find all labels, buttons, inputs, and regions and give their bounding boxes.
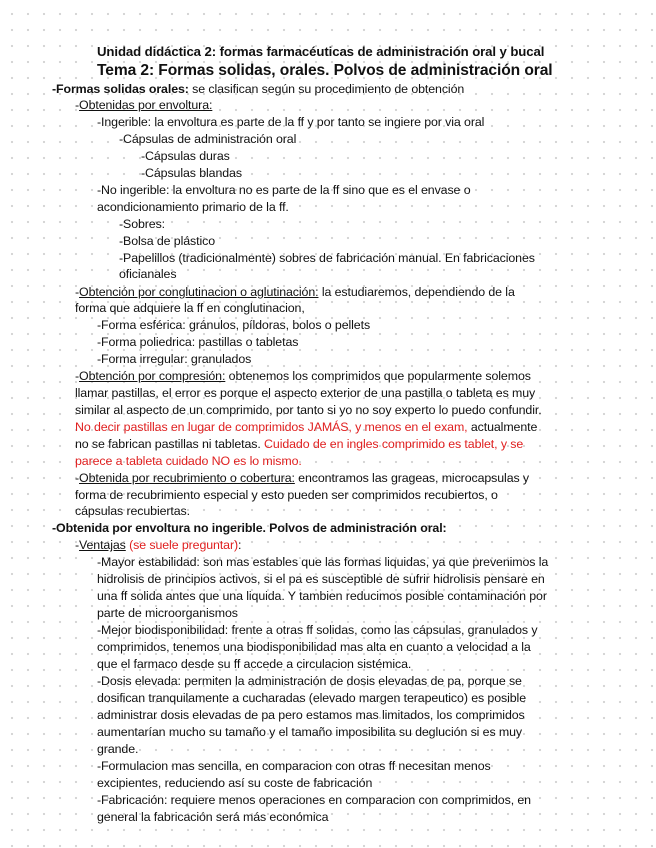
warning-text: Cuidado de en ingles comprimido es tablet, y se [260,437,524,451]
section-formas-solidas [52,81,464,98]
text-line: que el farmaco desde su ff accede a circulacion sistémica. [97,657,412,671]
dash: - [75,285,80,299]
text-line: -Cápsulas blandas [141,166,242,180]
text-line: -Cápsulas de administración oral [119,132,297,146]
text-span: no se fabrican pastillas ni tabletas. [75,437,261,451]
text-line: -Mejor biodisponibilidad: frente a otras ff solidas, como las cápsulas, granulados y [97,623,538,637]
text-line: -No ingerible: la envoltura no es parte de la ff sino que es el envase o [97,183,471,197]
subheading-ventajas [75,537,241,554]
text-line: -Mayor estabilidad: son mas estables que las formas liquidas, ya que prevenimos la [97,555,549,569]
text-line: forma que adquiere la ff en conglutinacion, [75,301,305,315]
text-span: encontramos las grageas, microcapsulas y [294,471,530,485]
topic-title: Tema 2: Formas solidas, orales. Polvos de administración oral [97,62,553,79]
text-line: acondicionamiento primario de la ff. [97,200,289,214]
text-line: aumentarían mucho su tamaño y el tamaño imposibilita su deglución si es muy [97,725,523,739]
text-line: -Forma esférica: gránulos, píldoras, bolos o pellets [97,318,371,332]
text-span: : [238,538,242,552]
text-line: -Papelillos (tradicionalmente) sobres de fabricación manual. En fabricaciones [119,251,535,265]
dash: - [75,369,80,383]
text-line: similar al aspecto de un comprimido, por tanto si yo no soy experto lo puedo confundir. [75,403,542,417]
text-line: hidrolisis de principios activos, si el pa es susceptible de sufrir hidrolisis pensare en [97,572,545,586]
text-line: una ff solida antes que una liquida. Y tambien reducimos posible contaminación por [97,589,547,603]
unit-title: Unidad didáctica 2: formas farmacéuticas de administración oral y bucal [97,44,545,59]
underlined-term: Obtención por compresión: [79,369,226,383]
warning-text: No decir pastillas en lugar de comprimidos JAMÁS, y menos en el exam, [75,420,468,434]
text-line: llamar pastillas, el error es porque el aspecto exterior de una pastilla o tableta es muy [75,386,536,400]
text-line: general la fabricación será más económica [97,810,329,824]
text-line: -Bolsa de plástico [119,234,216,248]
text-line-warning [75,419,537,436]
dash: - [75,538,80,552]
text-line: cápsulas recubiertas. [75,504,190,518]
text-line: administrar dosis elevadas de pa pero estamos mas limitados, los comprimidos [97,708,525,722]
subheading-conglutinacion [75,284,515,301]
text-line: comprimidos, tenemos una biodisponibilidad mas alta en cuanto a velocidad a la [97,640,531,654]
text-span: la estudiaremos, dependiendo de la [318,285,515,299]
text-line: -Sobres: [119,217,166,231]
text-line: dosifican tranquilamente a cucharadas (elevado margen terapeutico) es posible [97,691,526,705]
dash: - [75,98,80,112]
underlined-term: Obtenidas por envoltura: [79,98,213,112]
text-line: grande. [97,742,139,756]
text-line-warning [75,436,523,453]
section-polvos: -Obtenida por envoltura no ingerible. Polvos de administración oral: [52,521,447,535]
underlined-term: Obtenida por recubrimiento o cobertura: [79,471,295,485]
text-line: -Formulacion mas sencilla, en comparacion con otras ff necesitan menos [97,759,491,773]
text-line: -Ingerible: la envoltura es parte de la ff y por tanto se ingiere por via oral [97,115,485,129]
subheading-envoltura [75,97,212,114]
text-line: -Forma irregular: granulados [97,352,252,366]
text-line: excipientes, reduciendo así su coste de fabricación [97,776,373,790]
text-line: -Cápsulas duras [141,149,230,163]
warning-text: parece a tableta cuidado NO es lo mismo. [75,454,302,468]
underlined-term: Ventajas [79,538,126,552]
subheading-compresion [75,368,531,385]
text-line: forma de recubrimiento especial y esto pueden ser comprimidos recubiertos, o [75,488,498,502]
text-line: parte de microorganismos [97,606,238,620]
text-span: obtenemos los comprimidos que popularmente solemos [225,369,531,383]
text-line: -Fabricación: requiere menos operaciones en comparacion con comprimidos, en [97,793,531,807]
warning-text: (se suele preguntar) [125,538,239,552]
text-line: oficianales [119,267,177,281]
term-formas-solidas: -Formas solidas orales: [52,82,189,96]
text-span: actualmente [467,420,538,434]
text-line: -Dosis elevada: permiten la administración de dosis elevadas de pa, porque se [97,674,522,688]
underlined-term: Obtención por conglutinacion o aglutinación: [79,285,319,299]
text-span: se clasifican según su procedimiento de obtención [188,82,465,96]
text-line: -Forma poliedrica: pastillas o tabletas [97,335,299,349]
dash: - [75,471,80,485]
subheading-recubrimiento [75,470,529,487]
